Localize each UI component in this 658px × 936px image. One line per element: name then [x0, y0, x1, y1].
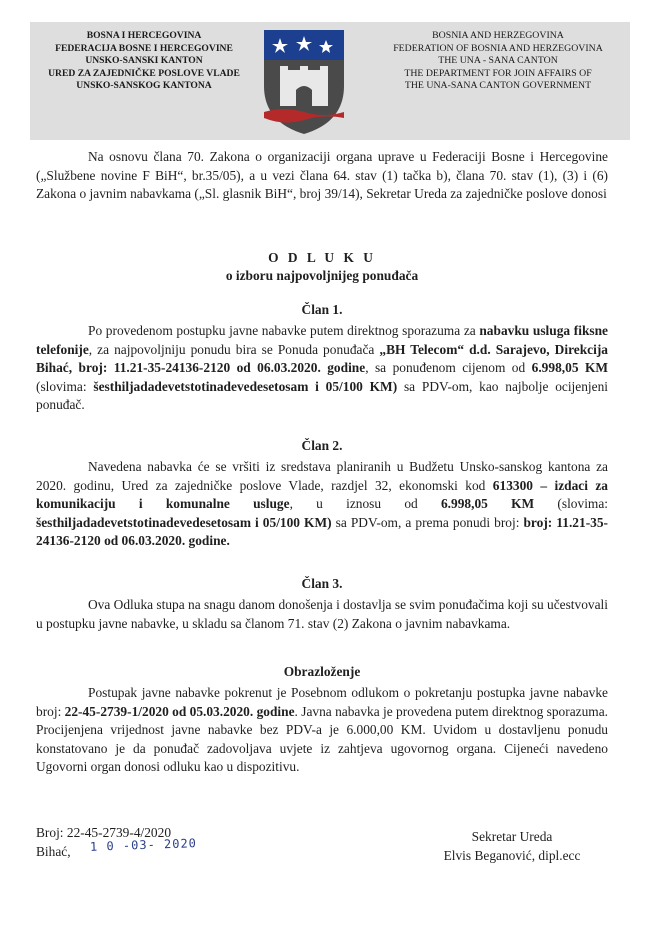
rationale-text: Postupak javne nabavke pokrenut je Posebnom odlukom o pokretanju postupka javne nabavke broj: 22-45-2739-1/2020 od 05.03.2020. godine. Javna nabavka je provedena putem direktnog sporazuma. Procijenjena vrijednost javne nabavke bez PDV-a je 6.000,00 KM. Uvidom u dostavljenu ponudu konstatovano je da ponuđač zadovoljava uvjete iz zahtjeva ugovornog organa. Cijeneći navedeno Ugovorni organ donosi odluku kao u dispozitivu.: [36, 685, 608, 775]
article-2-text: Navedena nabavka će se vršiti iz sredstava planiranih u Budžetu Unsko-sanskog kantona za 2020. godinu, Ured za zajedničke poslove Vlade, razdjel 32, ekonomski kod 613300 – izdaci za komunikaciju i komunalne usluge, u iznosu od 6.998,05 KM (slovima: šesthiljadadevetstotinadevedesetosam i 05/100 KM) sa PDV-om, a prema ponudi broj: broj: 11.21-35-24136-2120 od 06.03.2020. godine.: [36, 459, 609, 549]
letterhead-right-line: THE UNA-SANA CANTON GOVERNMENT: [404, 80, 592, 92]
letterhead-left-line: BOSNA I HERCEGOVINA: [86, 30, 202, 41]
article-1-text: Po provedenom postupku javne nabavke putem direktnog sporazuma za nabavku usluga fiksne telefonije, za najpovoljniju ponudu bira se Ponuda ponuđača „BH Telecom“ d.d. Sarajevo, Direkcija Bihać, broj: 11.21-35-24136-2120 od 06.03.2020. godine, sa ponuđenom cijenom od 6.998,05 KM (slovima: šesthiljadadevetstotinadevedesetosam i 05/100 KM) sa PDV-om, kao najbolje ocijenjeni ponuđač.: [36, 323, 609, 413]
letterhead-left-line: UNSKO-SANSKOG KANTONA: [76, 80, 212, 92]
coat-of-arms-icon: [260, 26, 348, 136]
signer-title: Sekretar Ureda: [471, 829, 553, 844]
reference-number: Broj: 22-45-2739-4/2020: [36, 825, 172, 840]
letterhead-left-line: FEDERACIJA BOSNE I HERCEGOVINE: [55, 42, 233, 54]
letterhead-right-line: THE DEPARTMENT FOR JOIN AFFAIRS OF: [404, 67, 592, 79]
article-1-heading: Član 1.: [301, 302, 343, 317]
article-2-heading: Član 2.: [301, 438, 343, 453]
letterhead-right-line: BOSNIA AND HERZEGOVINA: [432, 30, 564, 41]
letterhead-right-line: FEDERATION OF BOSNIA AND HERZEGOVINA: [393, 42, 603, 54]
place-label: Bihać,: [36, 843, 71, 859]
date-stamp: 1 0 -03- 2020: [89, 836, 198, 854]
letterhead-left-line: URED ZA ZAJEDNIČKE POSLOVE VLADE: [48, 67, 240, 79]
letterhead-right: [366, 30, 630, 93]
article-3-heading: Član 3.: [301, 576, 343, 591]
document-subtitle: o izboru najpovoljnijeg ponuđača: [225, 268, 419, 283]
intro-paragraph: Na osnovu člana 70. Zakona o organizaciji organa uprave u Federaciji Bosne i Hercegovine („Službene novine F BiH“, br.35/05), a u vezi člana 64. stav (1) tačka b), člana 70. stav (1), (3) i (6) Zakona o javnim nabavkama („Sl. glasnik BiH“, broj 39/14), Sekretar Ureda za zajedničke poslove donosi: [36, 149, 608, 202]
letterhead-left-line: UNSKO-SANSKI KANTON: [85, 55, 203, 67]
letterhead-left: [30, 30, 258, 93]
letterhead-right-line: THE UNA - SANA CANTON: [438, 55, 558, 67]
rationale-heading: Obrazloženje: [283, 664, 361, 679]
article-3-text: Ova Odluka stupa na snagu danom donošenja i dostavlja se svim ponuđačima koji su učestvovali u postupku javne nabavke, u skladu sa članom 71. stav (2) Zakona o javnim nabavkama.: [36, 597, 608, 631]
signer-name: Elvis Beganović, dipl.ecc: [443, 847, 581, 863]
document-title: O D L U K U: [268, 250, 376, 265]
signature-block: [432, 828, 592, 865]
